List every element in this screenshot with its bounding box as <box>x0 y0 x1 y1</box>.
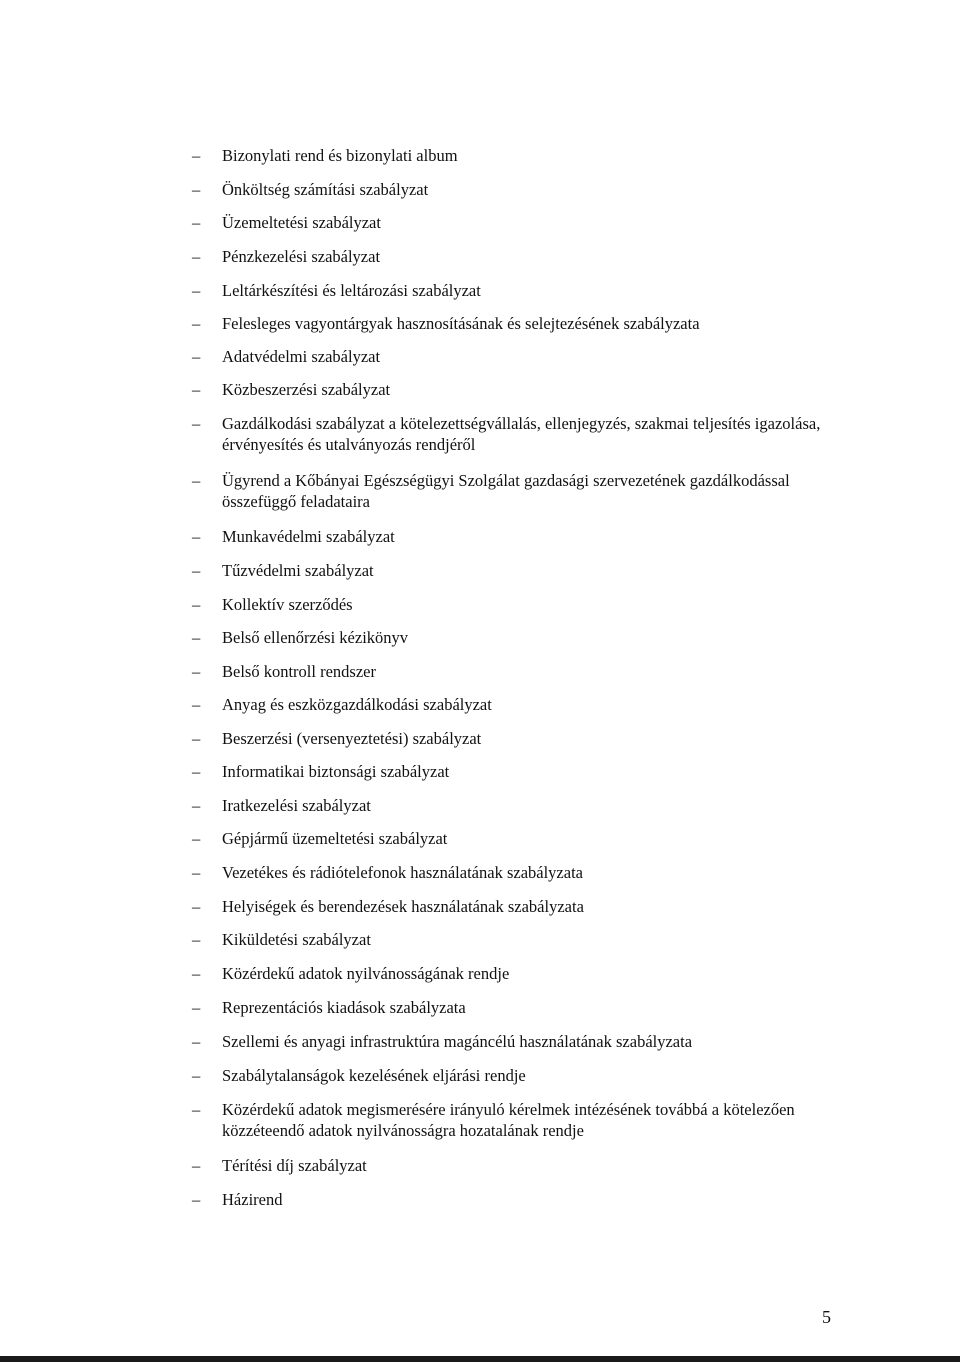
scan-edge <box>0 1356 960 1362</box>
list-bullet: – <box>192 146 201 165</box>
list-item <box>192 862 852 883</box>
list-item <box>192 694 852 715</box>
list-bullet: – <box>192 527 201 546</box>
list-item-text: Kiküldetési szabályzat <box>222 930 371 949</box>
list-item-text: Belső kontroll rendszer <box>222 662 376 681</box>
list-item-text: Tűzvédelmi szabályzat <box>222 561 374 580</box>
list-item-text: Szabálytalanságok kezelésének eljárási rendje <box>222 1066 526 1085</box>
list-bullet: – <box>192 1190 201 1209</box>
list-item <box>192 795 852 816</box>
list-bullet: – <box>192 897 201 916</box>
list-bullet: – <box>192 662 201 681</box>
list-bullet: – <box>192 863 201 882</box>
list-item <box>192 1155 852 1176</box>
list-item-text: Leltárkészítési és leltározási szabályzat <box>222 281 481 300</box>
list-item <box>192 728 852 749</box>
list-item-text: Gazdálkodási szabályzat a kötelezettségvállalás, ellenjegyzés, szakmai teljesítés igazolása, érvényesítés és utalványozás rendjéről <box>222 414 821 454</box>
list-bullet: – <box>192 314 201 333</box>
list-item-text: Gépjármű üzemeltetési szabályzat <box>222 829 448 848</box>
list-item-text: Anyag és eszközgazdálkodási szabályzat <box>222 695 492 714</box>
list-item <box>192 963 852 984</box>
list-item <box>192 627 852 648</box>
list-item <box>192 145 852 166</box>
list-item-text: Házirend <box>222 1190 283 1209</box>
list-item-text: Önköltség számítási szabályzat <box>222 180 429 199</box>
list-item-text: Pénzkezelési szabályzat <box>222 247 381 266</box>
list-item-text: Belső ellenőrzési kézikönyv <box>222 628 409 647</box>
list-bullet: – <box>192 729 201 748</box>
list-bullet: – <box>192 628 201 647</box>
list-item-text: Informatikai biztonsági szabályzat <box>222 762 450 781</box>
list-item <box>192 896 852 917</box>
list-item <box>192 470 852 512</box>
list-bullet: – <box>192 247 201 266</box>
list-bullet: – <box>192 1032 201 1051</box>
list-item-text: Szellemi és anyagi infrastruktúra magáncélú használatának szabályzata <box>222 1032 693 1051</box>
list-item-text: Közbeszerzési szabályzat <box>222 380 391 399</box>
list-item-text: Bizonylati rend és bizonylati album <box>222 146 458 165</box>
list-item-text: Közérdekű adatok megismerésére irányuló kérelmek intézésének továbbá a kötelezően közzéteendő adatok nyilvánosságra hozatalának rendje <box>222 1100 795 1140</box>
list-bullet: – <box>192 380 201 399</box>
list-item-text: Térítési díj szabályzat <box>222 1156 367 1175</box>
list-item-text: Reprezentációs kiadások szabályzata <box>222 998 466 1017</box>
list-item <box>192 560 852 581</box>
list-item-text: Kollektív szerződés <box>222 595 353 614</box>
list-item <box>192 1065 852 1086</box>
list-item <box>192 828 852 849</box>
list-bullet: – <box>192 930 201 949</box>
list-item <box>192 761 852 782</box>
list-item <box>192 280 852 301</box>
list-bullet: – <box>192 281 201 300</box>
list-item <box>192 346 852 367</box>
list-bullet: – <box>192 471 201 490</box>
list-bullet: – <box>192 998 201 1017</box>
list-bullet: – <box>192 180 201 199</box>
list-bullet: – <box>192 1066 201 1085</box>
list-bullet: – <box>192 1156 201 1175</box>
list-bullet: – <box>192 695 201 714</box>
list-item-text: Iratkezelési szabályzat <box>222 796 371 815</box>
list-item <box>192 212 852 233</box>
list-item-text: Felesleges vagyontárgyak hasznosításának és selejtezésének szabályzata <box>222 314 700 333</box>
list-bullet: – <box>192 796 201 815</box>
list-item <box>192 997 852 1018</box>
list-bullet: – <box>192 1100 201 1119</box>
list-item <box>192 379 852 400</box>
list-item-text: Ügyrend a Kőbányai Egészségügyi Szolgálat gazdasági szervezetének gazdálkodással összefüggő feladataira <box>222 471 790 511</box>
list-item <box>192 929 852 950</box>
list-item <box>192 246 852 267</box>
list-item-text: Munkavédelmi szabályzat <box>222 527 395 546</box>
list-bullet: – <box>192 595 201 614</box>
list-item <box>192 413 852 455</box>
list-item <box>192 594 852 615</box>
list-item-text: Beszerzési (versenyeztetési) szabályzat <box>222 729 482 748</box>
list-bullet: – <box>192 347 201 366</box>
list-item <box>192 1099 852 1141</box>
list-item-text: Közérdekű adatok nyilvánosságának rendje <box>222 964 510 983</box>
list-item-text: Vezetékes és rádiótelefonok használatának szabályzata <box>222 863 583 882</box>
list-bullet: – <box>192 964 201 983</box>
list-item <box>192 179 852 200</box>
list-item <box>192 526 852 547</box>
list-bullet: – <box>192 213 201 232</box>
page-number: 5 <box>822 1307 831 1327</box>
list-bullet: – <box>192 414 201 433</box>
list-item <box>192 1189 852 1210</box>
list-item <box>192 661 852 682</box>
list-item <box>192 313 852 334</box>
list-item-text: Helyiségek és berendezések használatának szabályzata <box>222 897 584 916</box>
list-item <box>192 1031 852 1052</box>
list-bullet: – <box>192 762 201 781</box>
list-bullet: – <box>192 561 201 580</box>
list-item-text: Adatvédelmi szabályzat <box>222 347 381 366</box>
list-item-text: Üzemeltetési szabályzat <box>222 213 381 232</box>
list-bullet: – <box>192 829 201 848</box>
